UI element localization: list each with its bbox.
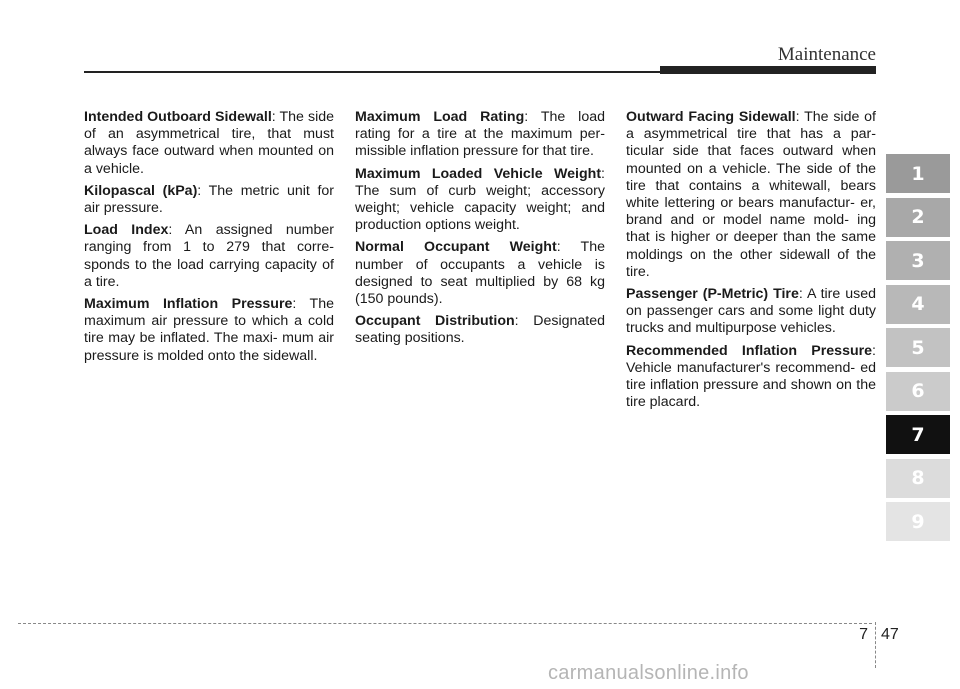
- chapter-tab-6[interactable]: 6: [886, 372, 950, 411]
- footer-chapter-number: 7: [859, 626, 868, 643]
- definition-term: Maximum Inflation Pressure: [84, 296, 293, 313]
- definition: [626, 343, 876, 412]
- definition-text: : The side of an asymmetrical tire, that must always face outward when mounted on a vehicle.: [84, 109, 334, 177]
- definition-text: : The side of a asymmetrical tire that has a par- ticular side that faces outward when mounted on a vehicle. The side of the tire that contains a whitewall, bears white lettering or bears manufactur- er, brand and or model name mold- ing that is higher or deeper than the same moldings on the other sidewall of the tire.: [626, 109, 876, 280]
- definition-term: Intended Outboard Sidewall: [84, 109, 272, 125]
- chapter-tab-4[interactable]: 4: [886, 285, 950, 324]
- definition-term: Normal Occupant Weight: [355, 239, 557, 256]
- chapter-tab-2[interactable]: 2: [886, 198, 950, 237]
- watermark: carmanualsonline.info: [548, 662, 749, 684]
- section-title: Maintenance: [777, 44, 876, 65]
- definition: [355, 109, 605, 161]
- definition-term: Recommended Inflation Pressure: [626, 342, 873, 359]
- definition-text: : The sum of curb weight; accessory weight; vehicle capacity weight; and production options weight.: [355, 165, 605, 234]
- chapter-tab-5[interactable]: 5: [886, 328, 950, 367]
- text-column-1: [84, 109, 334, 370]
- definition: [84, 222, 334, 291]
- footer-page-number: 47: [881, 626, 899, 643]
- chapter-tab-7[interactable]: 7: [886, 415, 950, 454]
- definition: [84, 296, 334, 365]
- header-bar: [660, 66, 876, 74]
- definition: [84, 109, 334, 178]
- definition-term: Maximum Loaded Vehicle Weight: [355, 165, 602, 182]
- chapter-tab-3[interactable]: 3: [886, 241, 950, 280]
- definition: [626, 109, 876, 281]
- definition: [355, 313, 605, 347]
- definition-term: Kilopascal (kPa): [84, 182, 198, 199]
- definition-text: : Designated seating positions.: [355, 313, 605, 347]
- definition: [626, 286, 876, 338]
- definition-text: : The number of occupants a vehicle is designed to seat multiplied by 68 kg (150 pounds).: [355, 239, 605, 308]
- definition-term: Outward Facing Sidewall: [626, 109, 796, 125]
- footer-divider: [875, 622, 876, 668]
- definition-term: Occupant Distribution: [355, 313, 515, 330]
- chapter-tab-1[interactable]: 1: [886, 154, 950, 193]
- definition-text: : The maximum air pressure to which a cold tire may be inflated. The maxi- mum air pressure is molded onto the sidewall.: [84, 296, 335, 364]
- definition-term: Load Index: [84, 222, 169, 239]
- definition-text: : The load rating for a tire at the maximum per- missible inflation pressure for that tire.: [355, 109, 605, 160]
- definition-text: : The metric unit for air pressure.: [84, 182, 334, 217]
- definition-text: : A tire used on passenger cars and some light duty trucks and multipurpose vehicles.: [626, 286, 877, 337]
- definition: [84, 183, 334, 217]
- definition-term: Passenger (P-Metric) Tire: [626, 286, 799, 303]
- text-column-3: [626, 109, 876, 416]
- chapter-tabs: [886, 154, 950, 546]
- definition: [355, 239, 605, 308]
- definition-text: : An assigned number ranging from 1 to 279 that corre- sponds to the load carrying capacity of a tire.: [84, 222, 334, 290]
- footer-rule: [18, 623, 872, 624]
- chapter-tab-9[interactable]: 9: [886, 502, 950, 541]
- definition: [355, 166, 605, 235]
- definition-term: Maximum Load Rating: [355, 109, 525, 125]
- definition-text: : Vehicle manufacturer's recommend- ed tire inflation pressure and shown on the tire placard.: [626, 342, 876, 411]
- text-column-2: [355, 109, 605, 353]
- chapter-tab-8[interactable]: 8: [886, 459, 950, 498]
- header-rule: [84, 71, 660, 73]
